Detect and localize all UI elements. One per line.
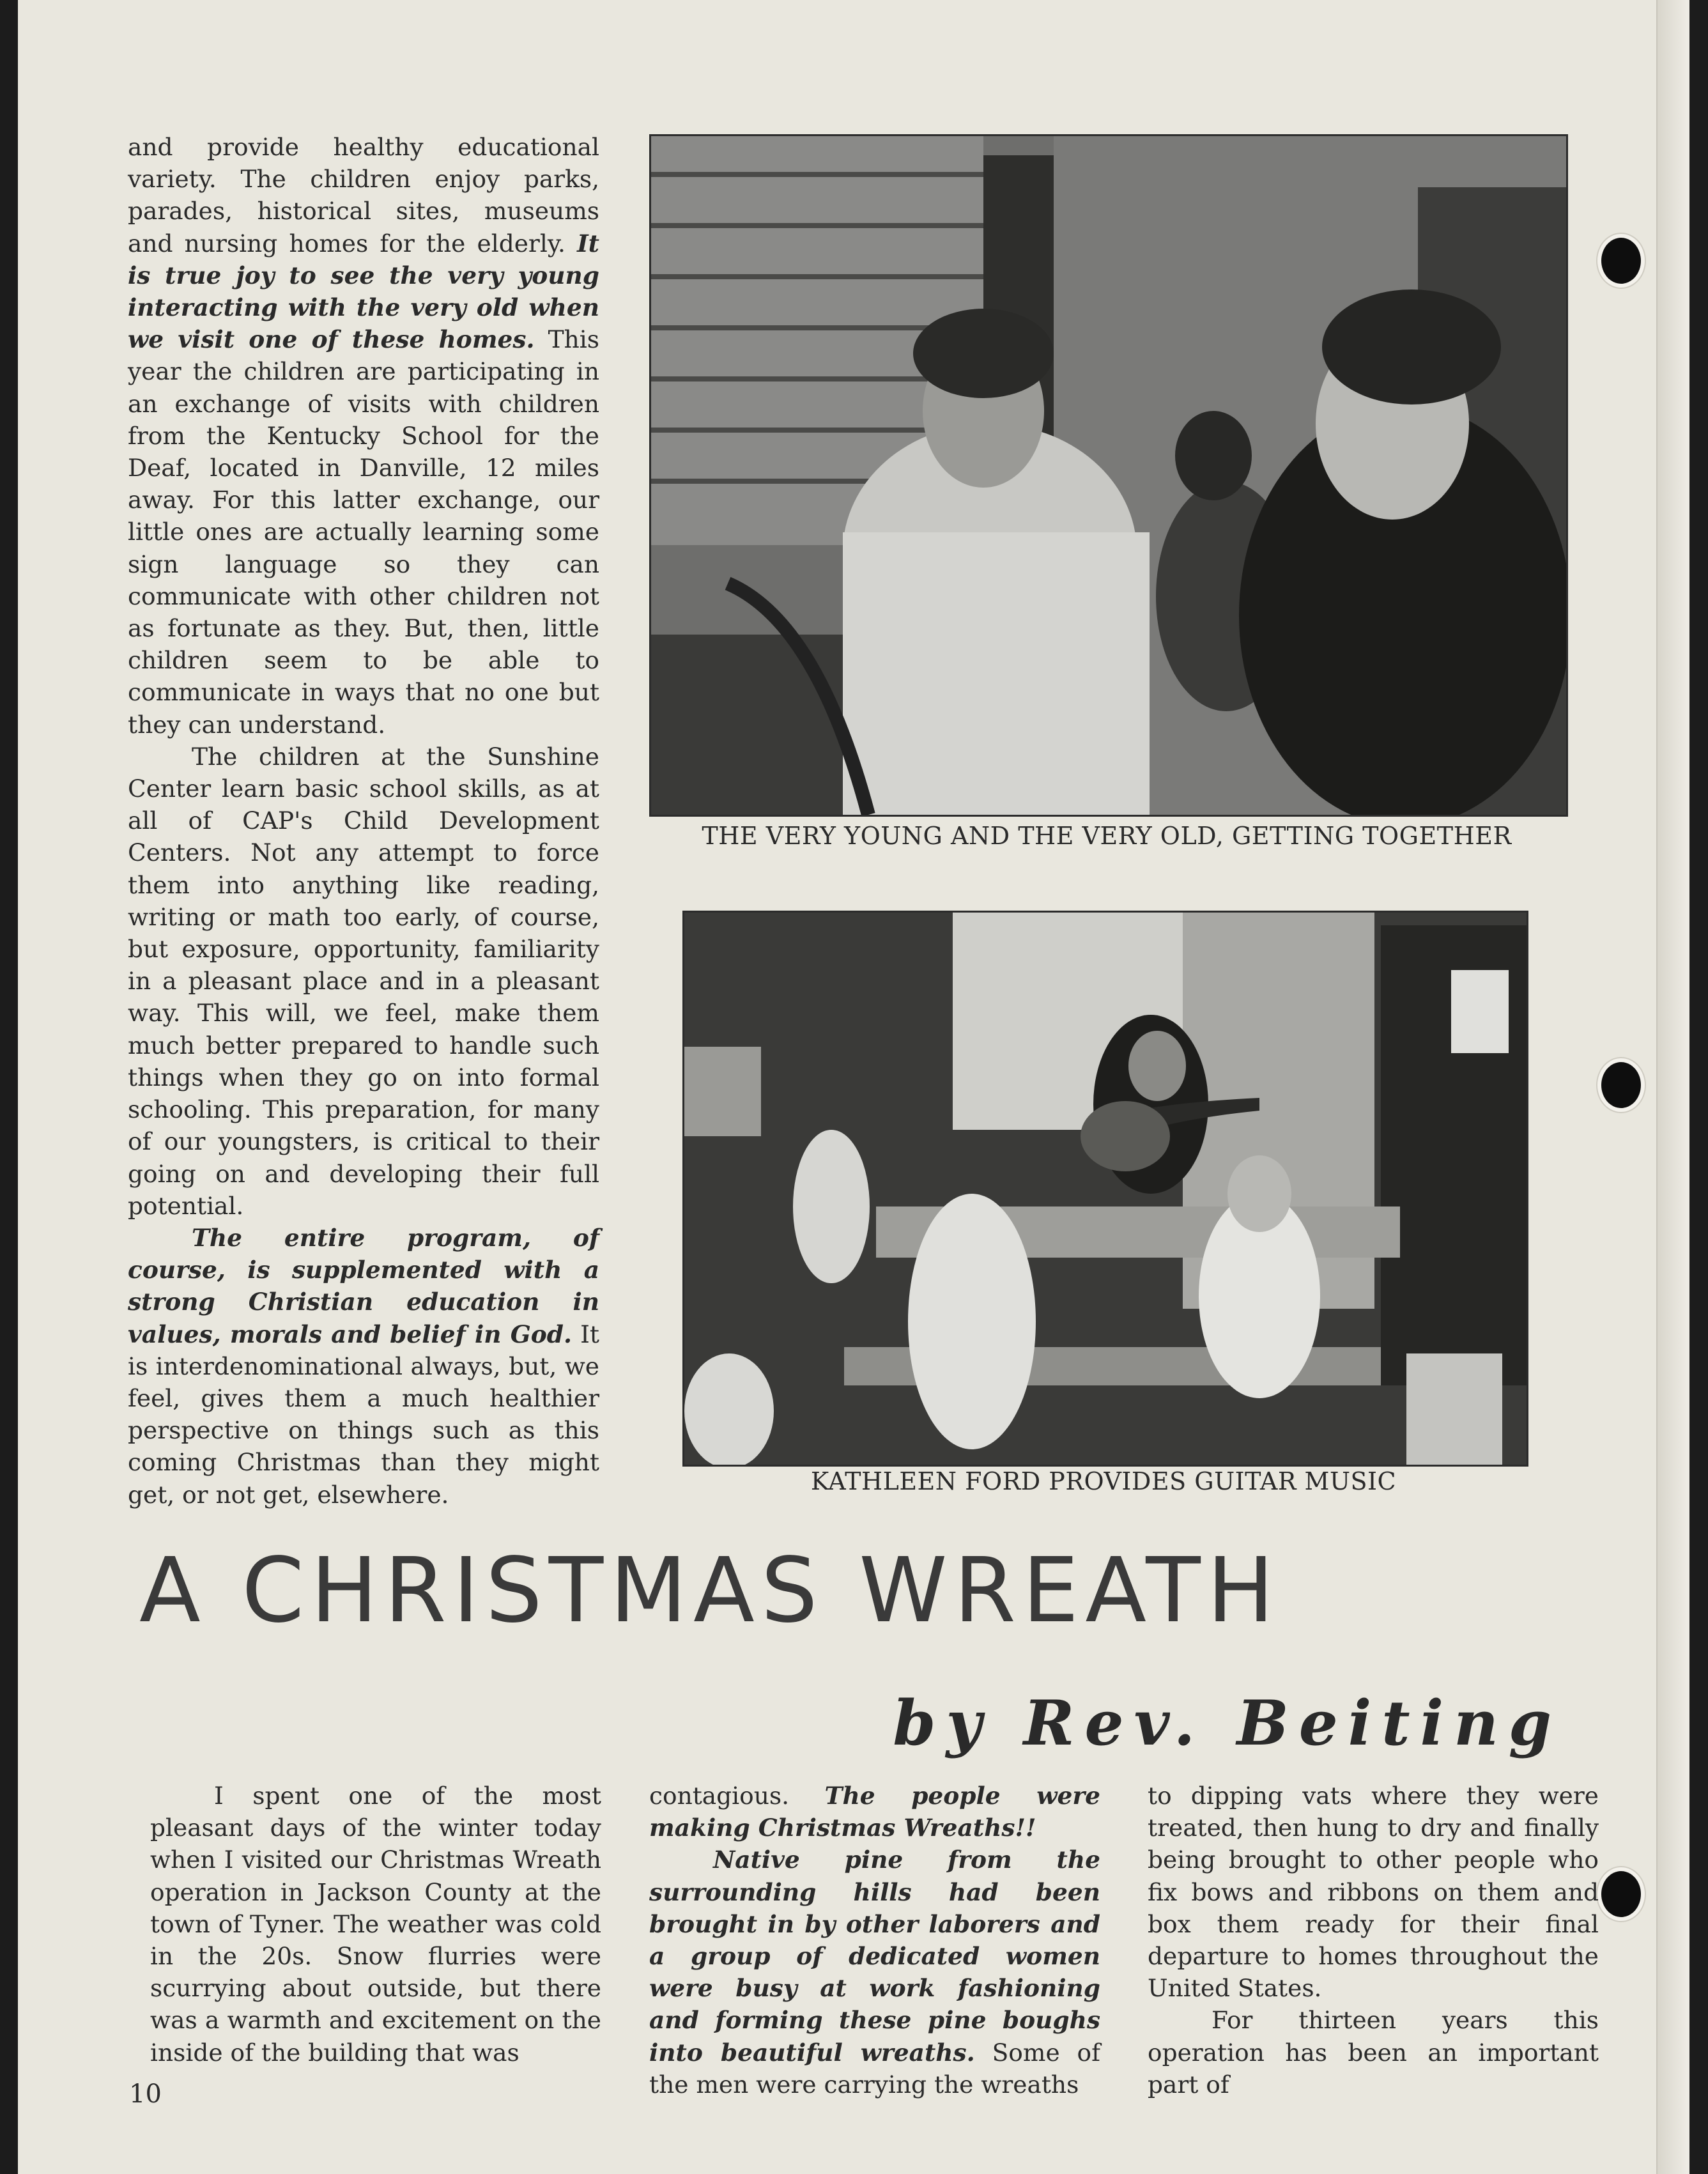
italic-emphasis: The entire program, of course, is supplemented with a strong Christian education in values, morals and belief in God. xyxy=(128,1223,599,1348)
italic-emphasis: Native pine from the surrounding hills had been brought in by other laborers and a group of dedicated women were busy at work fashioning and forming these pine boughs into beautiful wreaths. xyxy=(649,1846,1100,2067)
top-text-column xyxy=(128,131,599,1511)
binder-hole-middle xyxy=(1597,1058,1645,1112)
photo-guitar-music xyxy=(682,911,1528,1467)
magazine-page xyxy=(18,0,1689,2174)
article-column-3 xyxy=(1148,1780,1599,2101)
page-number: 10 xyxy=(129,2079,162,2109)
binder-hole-bottom xyxy=(1597,1867,1645,1921)
article-paragraph: I spent one of the most pleasant days of the winter today when I visited our Christmas Wreath operation in Jackson County at the town of Tyner. The weather was cold in the 20s. Snow flurries were scurrying about outside, but there was a warmth and excitement on the inside of the building that was xyxy=(150,1782,601,2067)
article-headline: A CHRISTMAS WREATH xyxy=(139,1539,1281,1643)
photo-elderly-woman-and-child xyxy=(649,134,1568,817)
article-paragraph: For thirteen years this operation has been an important part of xyxy=(1148,2006,1599,2099)
article-byline: by Rev. Beiting xyxy=(893,1687,1562,1759)
article-column-2 xyxy=(649,1780,1100,2101)
article-paragraph: to dipping vats where they were treated, then hung to dry and finally being brought to other people who fix bows and ribbons on them and box them ready for their final departure to homes throughout the United States. xyxy=(1148,1782,1599,2003)
paragraph-christian-education: The entire program, of course, is supplemented with a strong Christian education in values, morals and belief in God. It is interdenominational always, but, we feel, gives them a much healthier perspective on things such as this coming Christmas than they might get, or not get, elsewhere. xyxy=(128,1223,599,1509)
page-edge xyxy=(1656,0,1689,2174)
photo-illustration xyxy=(684,913,1527,1465)
photo-caption-2: KATHLEEN FORD PROVIDES GUITAR MUSIC xyxy=(810,1467,1397,1495)
photo-illustration xyxy=(651,136,1566,815)
article-paragraph: Native pine from the surrounding hills had been brought in by other laborers and a group of dedicated women were busy at work fashioning and forming these pine boughs into beautiful wreaths. Some of the men were carrying the wreaths xyxy=(649,1846,1100,2099)
photo-caption-1: THE VERY YOUNG AND THE VERY OLD, GETTING TOGETHER xyxy=(702,822,1512,850)
article-paragraph: contagious. The people were making Christmas Wreaths!! xyxy=(649,1782,1100,1842)
italic-emphasis: The people were making Christmas Wreaths!! xyxy=(649,1782,1100,1842)
italic-emphasis: It is true joy to see the very young interacting with the very old when we visit one of these homes. xyxy=(128,229,599,354)
paragraph-skills: The children at the Sunshine Center learn basic school skills, as at all of CAP's Child Development Centers. Not any attempt to force them into anything like reading, writing or math too early, of course, but exposure, opportunity, familiarity in a pleasant place and in a pleasant way. This will, we feel, make them much better prepared to handle such things when they go on into formal schooling. This preparation, for many of our youngsters, is critical to their going on and developing their full potential. xyxy=(128,742,599,1220)
paragraph-visits: and provide healthy educational variety. The children enjoy parks, parades, historical sites, museums and nursing homes for the elderly. It is true joy to see the very young interacting with the very old when we visit one of these homes. This year the children are participating in an exchange of visits with children from the Kentucky School for the Deaf, located in Danville, 12 miles away. For this latter exchange, our little ones are actually learning some sign language so they can communicate with other children not as fortunate as they. But, then, little children seem to be able to communicate in ways that no one but they can understand. xyxy=(128,133,599,739)
binder-hole-top xyxy=(1597,234,1645,288)
article-column-1 xyxy=(150,1780,601,2069)
